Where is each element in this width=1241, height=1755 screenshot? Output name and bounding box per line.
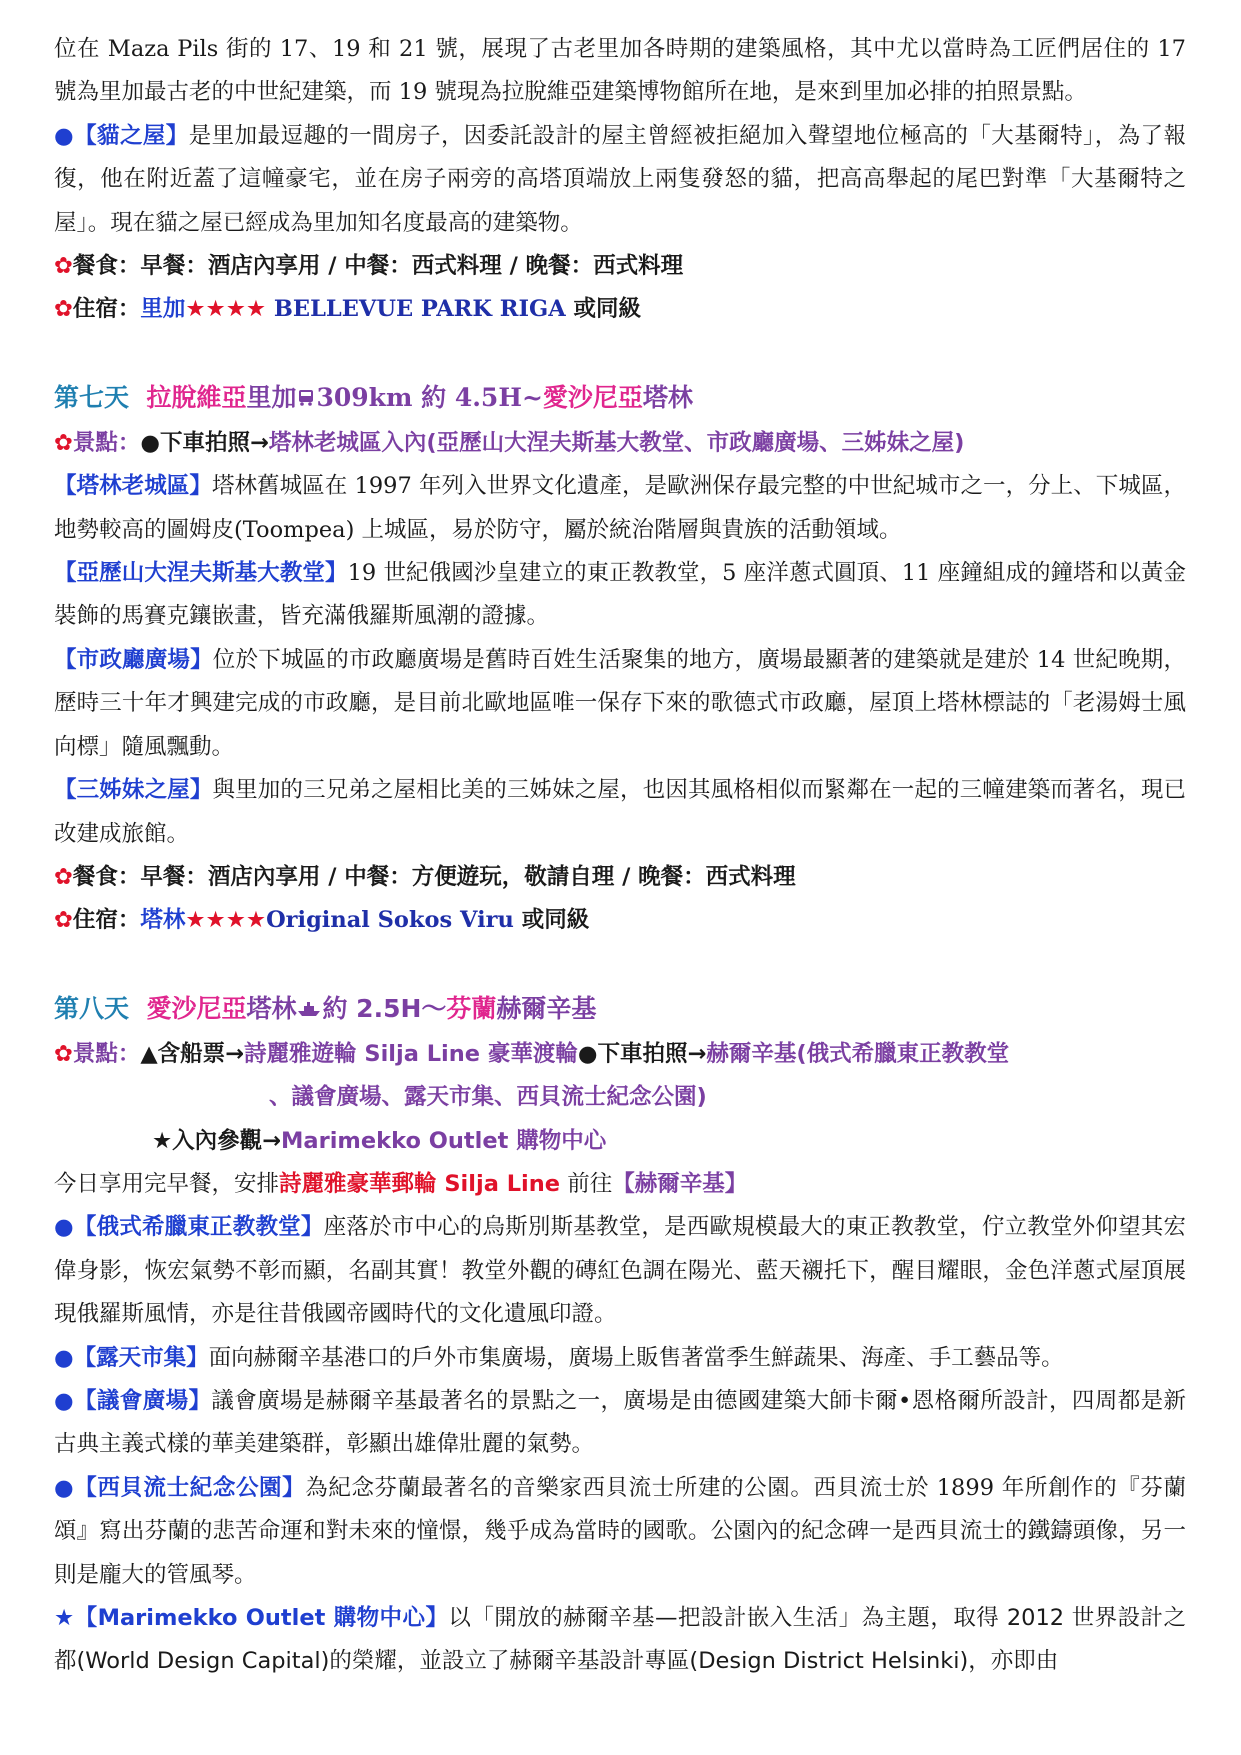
day8-sights-ferry: 詩麗雅遊輪 Silja Line 豪華渡輪 [244, 1040, 578, 1067]
town-hall-square-text: 位於下城區的市政廳廣場是舊時百姓生活聚集的地方，廣場最顯著的建築就是建於 14 世紀晚期，歷時三十年才興建完成的市政廳，是目前北歐地區唯一保存下來的歌德式市政廳，屋頂上塔林標誌的「老湯姆士風向標」隨風飄動。 [54, 646, 1186, 760]
spacer [54, 332, 1186, 375]
three-sisters-paragraph [54, 769, 1186, 856]
hotel-line-top [54, 288, 1186, 331]
day7-distance: 309km 約 4.5H~ [316, 382, 543, 412]
cathedral-paragraph [54, 552, 1186, 639]
bullet-icon: ● [54, 122, 75, 149]
day8-sights-ticket: ▲含船票→ [140, 1040, 245, 1067]
flower-icon: ✿ [54, 863, 73, 890]
church-text: 座落於市中心的烏斯別斯基教堂，是西歐規模最大的東正教教堂，佇立教堂外仰望其宏偉身影，恢宏氣勢不彰而顯，名副其實！教堂外觀的磚紅色調在陽光、藍天襯托下，醒目耀眼，金色洋蔥式屋頂展現俄羅斯風情，亦是往昔俄國帝國時代的文化遺風印證。 [54, 1214, 1186, 1328]
old-town-title: 【塔林老城區】 [54, 473, 212, 500]
day8-sights-visit: ★入內參觀→ [152, 1127, 282, 1154]
day8-sights-photo: ●下車拍照→ [577, 1040, 707, 1067]
day7-city1: 里加 [246, 382, 297, 412]
day8-intro-ship: 詩麗雅豪華郵輪 Silja Line [279, 1170, 561, 1197]
ship-icon [296, 987, 322, 1033]
senate-square-title: 【議會廣場】 [74, 1387, 212, 1414]
cat-house-title: 【貓之屋】 [74, 122, 189, 149]
hotel-stars: ★★★★ [185, 296, 267, 323]
day8-intro-dest: 【赫爾辛基】 [612, 1170, 748, 1197]
day8-heading [54, 986, 1186, 1033]
hotel-suffix: 或同級 [565, 296, 641, 323]
flower-icon: ✿ [54, 1040, 73, 1067]
market-paragraph [54, 1337, 1186, 1380]
day7-hotel-name: Original Sokos Viru [266, 907, 514, 934]
market-text: 面向赫爾辛基港口的戶外市集廣場，廣場上販售著當季生鮮蔬果、海產、手工藝品等。 [208, 1344, 1064, 1371]
day7-city2: 塔林 [642, 382, 693, 412]
cat-house-paragraph [54, 115, 1186, 245]
day8-distance: 約 2.5H～ [322, 993, 447, 1023]
flower-icon: ✿ [54, 907, 73, 934]
market-title: 【露天市集】 [73, 1344, 209, 1371]
day7-meals-label: 餐食： [72, 863, 141, 890]
day8-intro-paragraph [54, 1163, 1186, 1206]
hotel-city: 里加 [140, 296, 186, 323]
star-icon: ★ [54, 1605, 75, 1631]
old-town-text: 塔林舊城區在 1997 年列入世界文化遺產，是歐洲保存最完整的中世紀城市之一，分上、下城區，地勢較高的圖姆皮(Toompea) 上城區，易於防守，屬於統治階層與貴族的活動領域。 [54, 473, 1186, 543]
day7-sights-text: ●下車拍照→ [140, 429, 269, 456]
day8-intro-mid: 前往 [560, 1170, 613, 1197]
sibelius-title: 【西貝流士紀念公園】 [74, 1474, 306, 1501]
senate-square-paragraph [54, 1380, 1186, 1467]
day7-hotel-city: 塔林 [140, 907, 186, 934]
day7-hotel-line [54, 899, 1186, 942]
day8-sights-list1: 赫爾辛基(俄式希臘東正教教堂 [706, 1040, 1010, 1067]
town-hall-square-title: 【市政廳廣場】 [54, 646, 213, 673]
day8-city2: 赫爾辛基 [496, 993, 597, 1023]
day8-city1: 塔林 [246, 993, 297, 1023]
town-hall-square-paragraph [54, 639, 1186, 769]
day8-label: 第八天 [54, 993, 130, 1023]
bullet-icon: ● [54, 1344, 74, 1371]
senate-square-text: 議會廣場是赫爾辛基最著名的景點之一，廣場是由德國建築大師卡爾•恩格爾所設計，四周都是新古典主義式樣的華美建築群，彰顯出雄偉壯麗的氣勢。 [54, 1387, 1186, 1458]
bullet-icon: ● [54, 1387, 75, 1414]
day8-sights-label: 景點： [72, 1040, 141, 1067]
old-town-paragraph [54, 465, 1186, 552]
day7-sights-list: 塔林老城區入內(亞歷山大涅夫斯基大教堂、市政廳廣場、三姊妹之屋) [268, 429, 965, 456]
hotel-label: 住宿： [72, 296, 141, 323]
meals-label: 餐食： [72, 253, 141, 280]
itinerary-page [54, 28, 1186, 1684]
church-title: 【俄式希臘東正教教堂】 [73, 1214, 324, 1241]
day8-sights-outlet: Marimekko Outlet 購物中心 [281, 1127, 607, 1154]
meals-text: 早餐：酒店內享用 / 中餐：西式料理 / 晚餐：西式料理 [140, 253, 684, 280]
day7-label: 第七天 [54, 382, 130, 412]
day7-country2: 愛沙尼亞 [542, 382, 643, 412]
bullet-icon: ● [54, 1474, 75, 1501]
day7-hotel-label: 住宿： [72, 907, 141, 934]
day7-sights-label: 景點： [72, 429, 141, 456]
meals-line-top [54, 245, 1186, 288]
day8-country1: 愛沙尼亞 [146, 993, 247, 1023]
flower-icon: ✿ [54, 296, 73, 323]
maza-pils-paragraph: 位在 Maza Pils 街的 17、19 和 21 號，展現了古老里加各時期的建築風格，其中尤以當時為工匠們居住的 17 號為里加最古老的中世紀建築，而 19 號現為拉脫維亞建築博物館所在地，是來到里加必排的拍照景點。 [54, 36, 1186, 106]
day7-meals-line [54, 856, 1186, 899]
sibelius-text: 為紀念芬蘭最著名的音樂家西貝流士所建的公園。西貝流士於 1899 年所創作的『芬蘭頌』寫出芬蘭的悲苦命運和對未來的憧憬，幾乎成為當時的國歌。公園內的紀念碑一是西貝流士的鐵鑄頭像，另一則是龐大的管風琴。 [54, 1474, 1186, 1588]
day7-heading [54, 375, 1186, 422]
flower-icon: ✿ [54, 253, 73, 280]
day8-sights-line [54, 1033, 1186, 1076]
day7-sights-line [54, 422, 1186, 465]
cathedral-text: 19 世紀俄國沙皇建立的東正教教堂，5 座洋蔥式圓頂、11 座鐘組成的鐘塔和以黃金裝飾的馬賽克鑲嵌畫，皆充滿俄羅斯風潮的證據。 [54, 560, 1186, 630]
marimekko-title: 【Marimekko Outlet 購物中心】 [74, 1605, 449, 1631]
day8-visit-line [54, 1120, 1186, 1163]
day7-hotel-suffix: 或同級 [513, 907, 590, 934]
flower-icon: ✿ [54, 429, 73, 456]
marimekko-text: 以「開放的赫爾辛基—把設計嵌入生活」為主題，取得 2012 世界設計之都(World Design Capital)的榮耀，並設立了赫爾辛基設計專區(Design District Helsinki)，亦即由 [54, 1605, 1186, 1675]
hotel-name: BELLEVUE PARK RIGA [266, 296, 566, 323]
day7-meals-text: 早餐：酒店內享用 / 中餐：方便遊玩，敬請自理 / 晚餐：西式料理 [140, 863, 796, 890]
day7-hotel-stars: ★★★★ [185, 907, 267, 934]
day8-intro-pre: 今日享用完早餐，安排 [54, 1170, 280, 1197]
bus-icon [296, 376, 316, 422]
cat-house-text: 是里加最逗趣的一間房子，因委託設計的屋主曾經被拒絕加入聲望地位極高的「大基爾特」，為了報復，他在附近蓋了這幢豪宅，並在房子兩旁的高塔頂端放上兩隻發怒的貓，把高高舉起的尾巴對準「大基爾特之屋」。現在貓之屋已經成為里加知名度最高的建築物。 [54, 122, 1186, 236]
day8-country2: 芬蘭 [446, 993, 497, 1023]
spacer [54, 943, 1186, 986]
marimekko-paragraph [54, 1597, 1186, 1684]
day8-sights-list2: 、議會廣場、露天市集、西貝流士紀念公園) [269, 1084, 707, 1111]
three-sisters-text: 與里加的三兄弟之屋相比美的三姊妹之屋，也因其風格相似而緊鄰在一起的三幢建築而著名，現已改建成旅館。 [54, 777, 1186, 847]
cathedral-title: 【亞歷山大涅夫斯基大教堂】 [54, 560, 348, 587]
bullet-icon: ● [54, 1214, 74, 1241]
church-paragraph [54, 1206, 1186, 1336]
day7-country1: 拉脫維亞 [146, 382, 247, 412]
three-sisters-title: 【三姊妹之屋】 [54, 777, 213, 804]
sibelius-paragraph [54, 1467, 1186, 1597]
